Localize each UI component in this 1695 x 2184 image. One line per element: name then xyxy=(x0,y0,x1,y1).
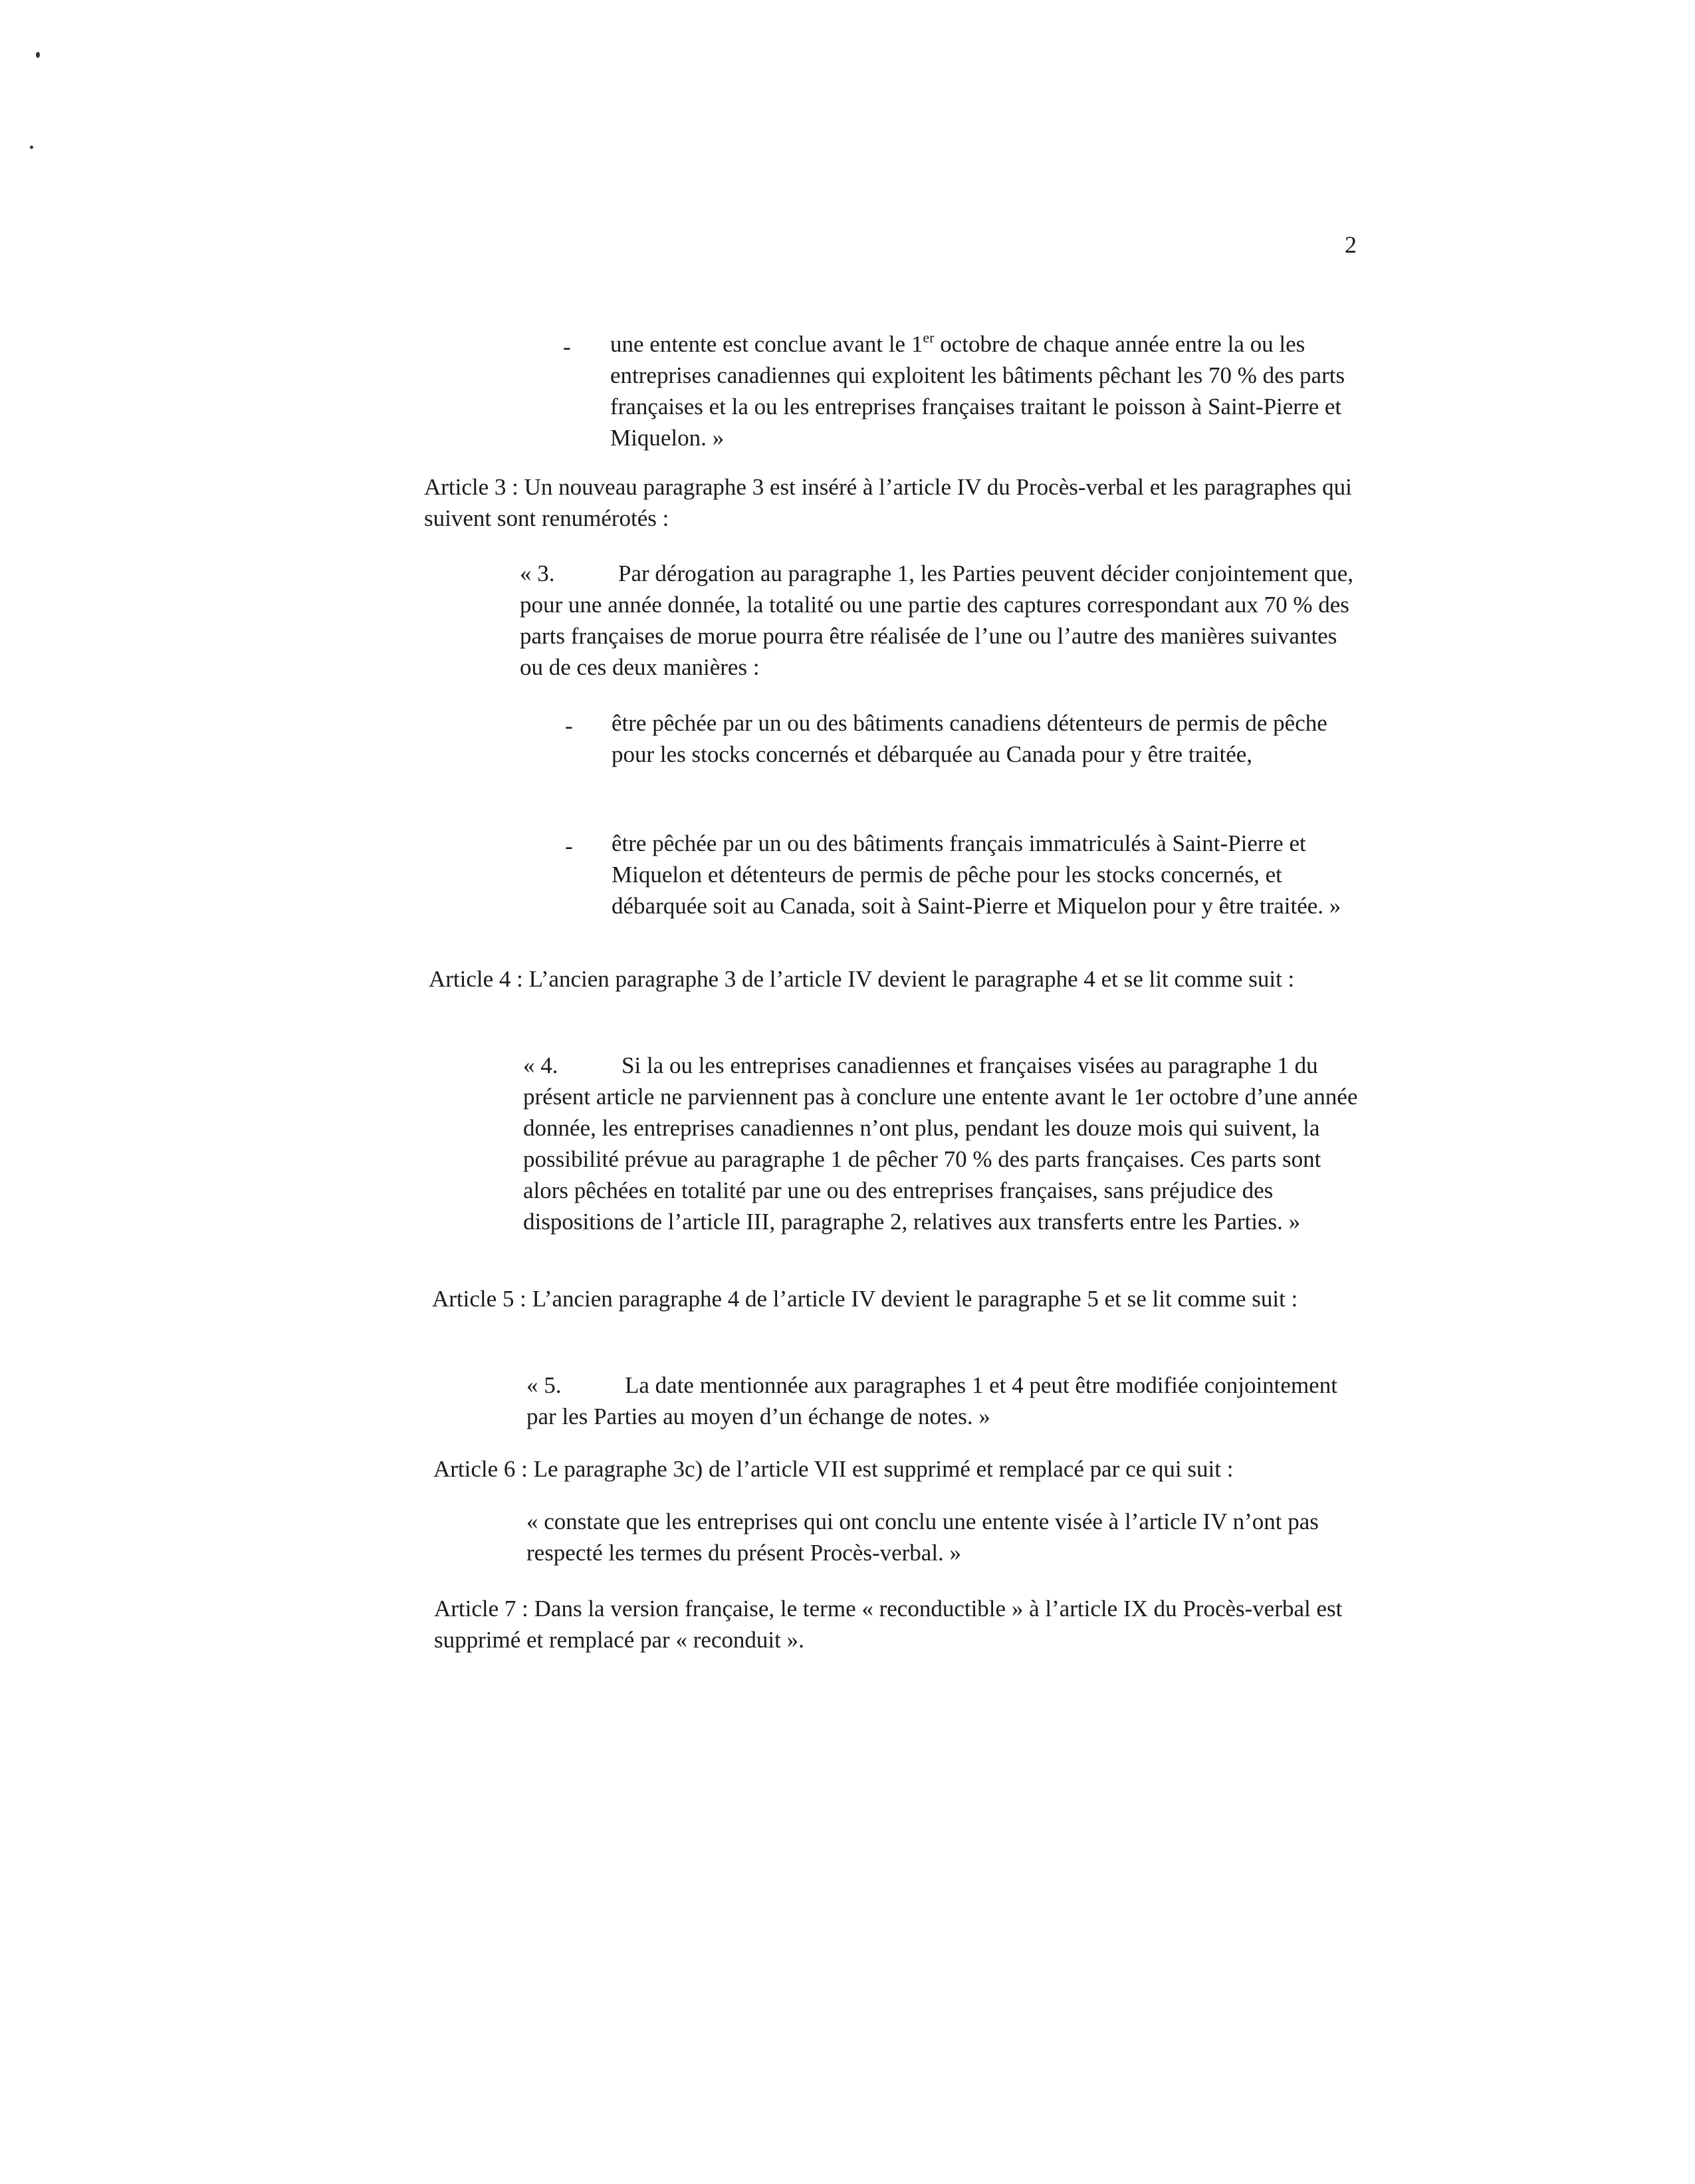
quote-number: « 5. xyxy=(526,1372,562,1398)
article-5-heading: Article 5 : L’ancien paragraphe 4 de l’article IV devient le paragraphe 5 et se lit comme suit : xyxy=(432,1286,1298,1312)
article-4-quote xyxy=(523,1050,1371,1237)
scan-speck xyxy=(36,52,40,58)
quote-number: « 4. xyxy=(523,1052,558,1078)
article-4-heading: Article 4 : L’ancien paragraphe 3 de l’article IV devient le paragraphe 4 et se lit comme suit : xyxy=(429,966,1295,992)
article-3-bullet-1: être pêchée par un ou des bâtiments canadiens détenteurs de permis de pêche pour les stocks concernés et débarquée au Canada pour y être traitée, xyxy=(612,710,1327,767)
article-3-heading: Article 3 : Un nouveau paragraphe 3 est inséré à l’article IV du Procès-verbal et les paragraphes qui suivent sont renumérotés : xyxy=(424,474,1352,531)
quote-text: Par dérogation au paragraphe 1, les Parties peuvent décider conjointement que, pour une année donnée, la totalité ou une partie des captures correspondant aux 70 % des parts françaises de morue pourra être réalisée de l’une ou l’autre des manières suivantes ou de ces deux manières : xyxy=(520,560,1353,680)
bullet-dash: - xyxy=(565,833,573,859)
quote-text: La date mentionnée aux paragraphes 1 et 4 peut être modifiée conjointement par les Parties au moyen d’un échange de notes. » xyxy=(526,1372,1337,1429)
quote-text: Si la ou les entreprises canadiennes et françaises visées au paragraphe 1 du présent article ne parviennent pas à conclure une entente avant le 1er octobre d’une année donnée, les entreprises canadiennes n’ont plus, pendant les douze mois qui suivent, la possibilité prévue au paragraphe 1 de pêcher 70 % des parts françaises. Ces parts sont alors pêchées en totalité par une ou des entreprises françaises, sans préjudice des dispositions de l’article III, paragraphe 2, relatives aux transferts entre les Parties. » xyxy=(523,1052,1358,1235)
article-7-heading: Article 7 : Dans la version française, le terme « reconductible » à l’article IX du Procès-verbal est supprimé et remplacé par « reconduit ». xyxy=(434,1596,1343,1653)
quote-number: « 3. xyxy=(520,560,555,586)
article-6-heading: Article 6 : Le paragraphe 3c) de l’article VII est supprimé et remplacé par ce qui suit : xyxy=(433,1456,1234,1482)
bullet-text-start: une entente est conclue avant le 1 xyxy=(610,331,923,357)
article-5-quote xyxy=(526,1370,1347,1432)
bullet-dash: - xyxy=(563,334,571,360)
article-3-bullet-2: être pêchée par un ou des bâtiments français immatriculés à Saint-Pierre et Miquelon et détenteurs de permis de pêche pour les stocks concernés, et débarquée soit au Canada, soit à Saint-Pierre et Miquelon pour y être traitée. » xyxy=(612,830,1341,919)
page-number: 2 xyxy=(1345,231,1357,258)
bullet-text-end: octobre de chaque année entre la ou les entreprises canadiennes qui exploitent les bâtiments pêchant les 70 % des parts françaises et la ou les entreprises françaises traitant le poisson à Saint-Pierre et Miquelon. » xyxy=(610,331,1345,451)
article-6-quote: « constate que les entreprises qui ont conclu une entente visée à l’article IV n’ont pas respecté les termes du présent Procès-verbal. » xyxy=(526,1509,1319,1566)
bullet-item-entente xyxy=(610,328,1358,453)
scan-speck xyxy=(30,146,33,149)
ordinal-superscript: er xyxy=(923,329,935,346)
bullet-dash: - xyxy=(565,713,573,739)
article-3-quote xyxy=(520,558,1364,683)
